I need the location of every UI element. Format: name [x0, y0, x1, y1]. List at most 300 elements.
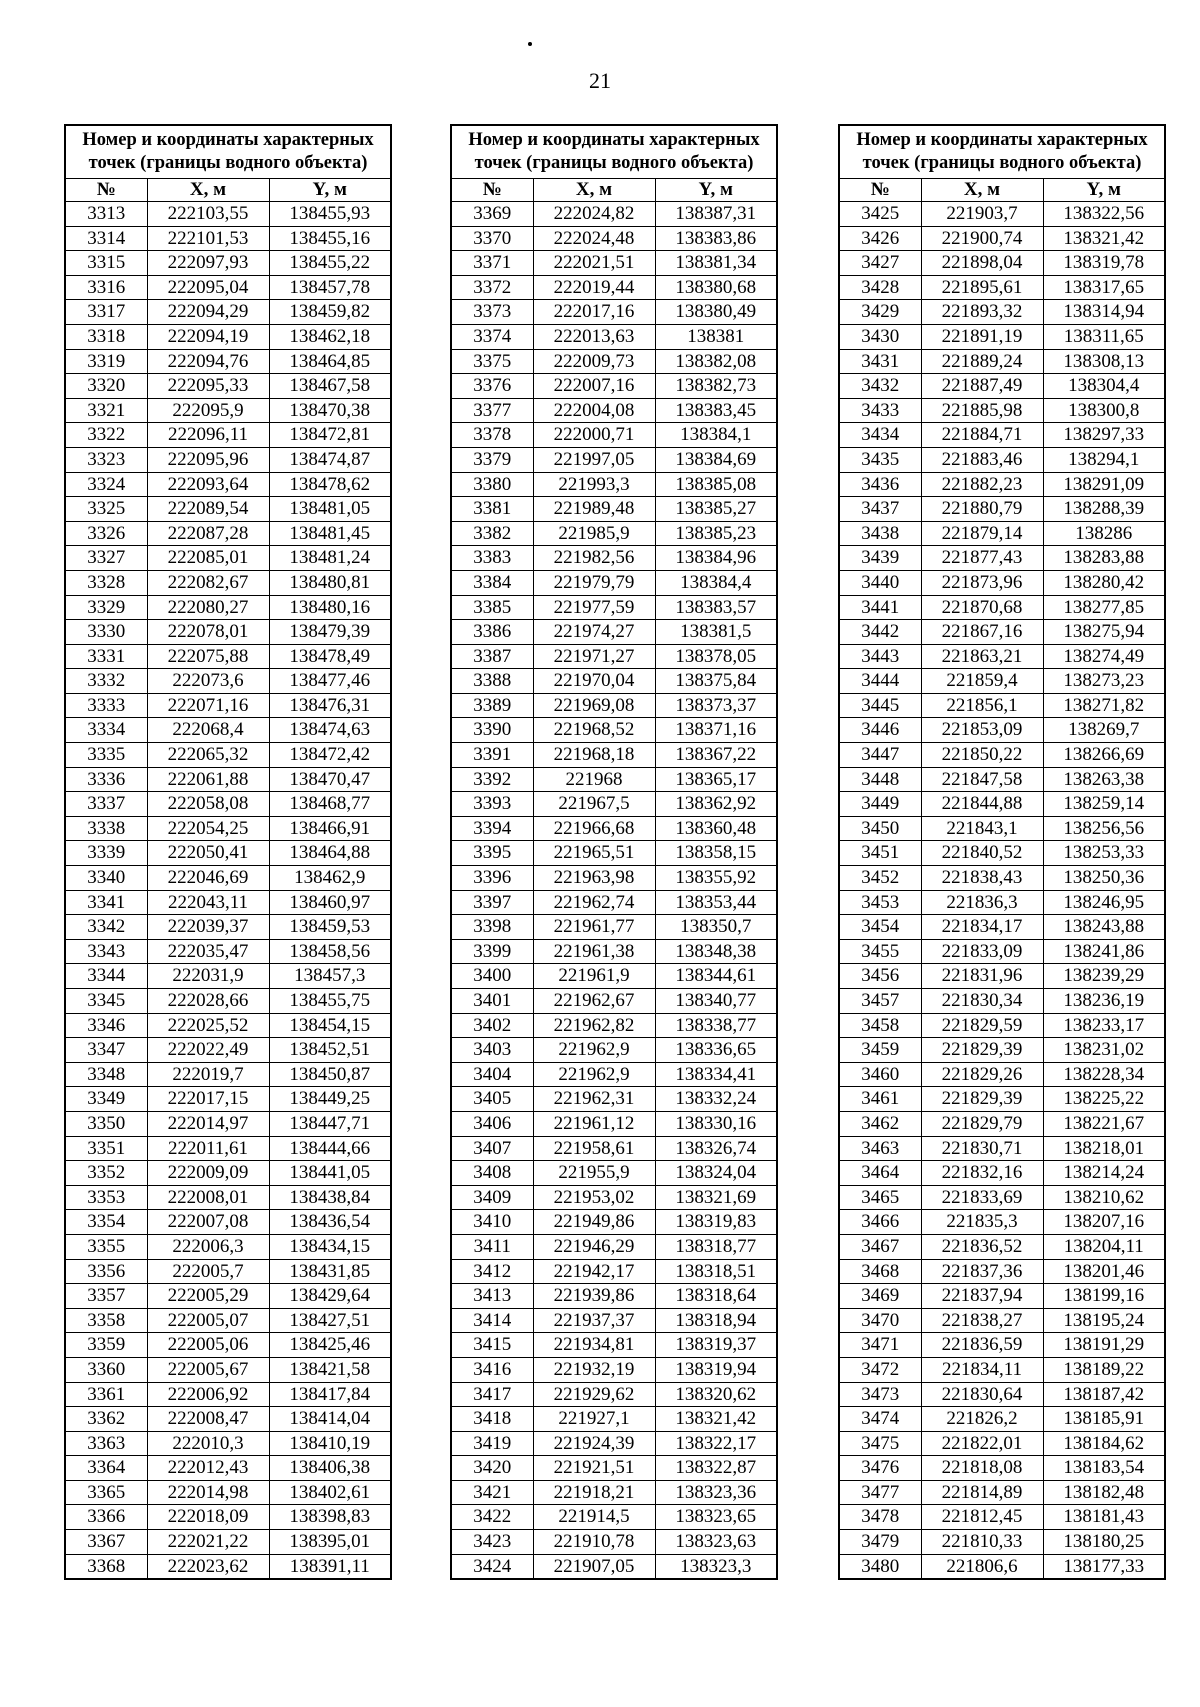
- table-row: [839, 472, 1165, 497]
- y-coordinate-cell: 138470,38: [269, 398, 391, 423]
- point-number-cell: 3460: [839, 1062, 921, 1087]
- x-coordinate-cell: 221850,22: [921, 743, 1043, 768]
- column-header-x: X, м: [147, 179, 269, 202]
- table-row: [839, 546, 1165, 571]
- y-coordinate-cell: 138464,85: [269, 349, 391, 374]
- y-coordinate-cell: 138479,39: [269, 620, 391, 645]
- table-row: [451, 251, 777, 276]
- y-coordinate-cell: 138277,85: [1043, 595, 1165, 620]
- point-number-cell: 3342: [65, 915, 147, 940]
- point-number-cell: 3448: [839, 767, 921, 792]
- table-row: [451, 644, 777, 669]
- point-number-cell: 3316: [65, 275, 147, 300]
- y-coordinate-cell: 138225,22: [1043, 1087, 1165, 1112]
- y-coordinate-cell: 138300,8: [1043, 398, 1165, 423]
- table-title: Номер и координаты характерных точек (границы водного объекта): [451, 125, 777, 179]
- table-row: [65, 374, 391, 399]
- point-number-cell: 3415: [451, 1333, 533, 1358]
- x-coordinate-cell: 222017,16: [533, 300, 655, 325]
- x-coordinate-cell: 221961,9: [533, 964, 655, 989]
- column-header-x: X, м: [921, 179, 1043, 202]
- y-coordinate-cell: 138280,42: [1043, 570, 1165, 595]
- y-coordinate-cell: 138431,85: [269, 1259, 391, 1284]
- table-row: [65, 1259, 391, 1284]
- point-number-cell: 3331: [65, 644, 147, 669]
- x-coordinate-cell: 221961,12: [533, 1111, 655, 1136]
- y-coordinate-cell: 138455,16: [269, 226, 391, 251]
- table-row: [839, 1284, 1165, 1309]
- point-number-cell: 3326: [65, 521, 147, 546]
- x-coordinate-cell: 222004,08: [533, 398, 655, 423]
- point-number-cell: 3390: [451, 718, 533, 743]
- x-coordinate-cell: 221856,1: [921, 693, 1043, 718]
- table-row: [65, 447, 391, 472]
- point-number-cell: 3462: [839, 1111, 921, 1136]
- table-row: [65, 202, 391, 227]
- x-coordinate-cell: 222068,4: [147, 718, 269, 743]
- x-coordinate-cell: 221836,52: [921, 1234, 1043, 1259]
- y-coordinate-cell: 138391,11: [269, 1554, 391, 1579]
- point-number-cell: 3400: [451, 964, 533, 989]
- point-number-cell: 3364: [65, 1456, 147, 1481]
- y-coordinate-cell: 138243,88: [1043, 915, 1165, 940]
- y-coordinate-cell: 138320,62: [655, 1382, 777, 1407]
- point-number-cell: 3338: [65, 816, 147, 841]
- table-row: [839, 841, 1165, 866]
- x-coordinate-cell: 221844,88: [921, 792, 1043, 817]
- y-coordinate-cell: 138317,65: [1043, 275, 1165, 300]
- point-number-cell: 3461: [839, 1087, 921, 1112]
- y-coordinate-cell: 138236,19: [1043, 989, 1165, 1014]
- x-coordinate-cell: 221962,67: [533, 989, 655, 1014]
- table-title: Номер и координаты характерных точек (границы водного объекта): [65, 125, 391, 179]
- x-coordinate-cell: 221833,09: [921, 939, 1043, 964]
- point-number-cell: 3388: [451, 669, 533, 694]
- y-coordinate-cell: 138210,62: [1043, 1185, 1165, 1210]
- point-number-cell: 3392: [451, 767, 533, 792]
- table-row: [839, 398, 1165, 423]
- table-row: [65, 1505, 391, 1530]
- table-row: [451, 1382, 777, 1407]
- y-coordinate-cell: 138481,45: [269, 521, 391, 546]
- table-row: [451, 1530, 777, 1555]
- x-coordinate-cell: 222028,66: [147, 989, 269, 1014]
- y-coordinate-cell: 138467,58: [269, 374, 391, 399]
- table-row: [451, 300, 777, 325]
- table-row: [451, 1234, 777, 1259]
- x-coordinate-cell: 222097,93: [147, 251, 269, 276]
- point-number-cell: 3452: [839, 866, 921, 891]
- y-coordinate-cell: 138371,16: [655, 718, 777, 743]
- point-number-cell: 3378: [451, 423, 533, 448]
- table-row: [65, 251, 391, 276]
- point-number-cell: 3332: [65, 669, 147, 694]
- table-row: [65, 1038, 391, 1063]
- table-row: [65, 866, 391, 891]
- y-coordinate-cell: 138182,48: [1043, 1480, 1165, 1505]
- table-row: [451, 989, 777, 1014]
- y-coordinate-cell: 138231,02: [1043, 1038, 1165, 1063]
- y-coordinate-cell: 138324,04: [655, 1161, 777, 1186]
- table-row: [65, 1382, 391, 1407]
- x-coordinate-cell: 221949,86: [533, 1210, 655, 1235]
- table-row: [65, 546, 391, 571]
- table-row: [65, 1308, 391, 1333]
- y-coordinate-cell: 138271,82: [1043, 693, 1165, 718]
- table-row: [839, 1407, 1165, 1432]
- x-coordinate-cell: 221971,27: [533, 644, 655, 669]
- x-coordinate-cell: 222089,54: [147, 497, 269, 522]
- point-number-cell: 3476: [839, 1456, 921, 1481]
- x-coordinate-cell: 222095,33: [147, 374, 269, 399]
- table-row: [839, 1308, 1165, 1333]
- y-coordinate-cell: 138480,16: [269, 595, 391, 620]
- table-row: [451, 866, 777, 891]
- point-number-cell: 3464: [839, 1161, 921, 1186]
- x-coordinate-cell: 221942,17: [533, 1259, 655, 1284]
- x-coordinate-cell: 221889,24: [921, 349, 1043, 374]
- table-row: [65, 620, 391, 645]
- table-row: [839, 1530, 1165, 1555]
- table-row: [451, 1357, 777, 1382]
- point-number-cell: 3339: [65, 841, 147, 866]
- y-coordinate-cell: 138429,64: [269, 1284, 391, 1309]
- y-coordinate-cell: 138472,42: [269, 743, 391, 768]
- table-row: [839, 1136, 1165, 1161]
- point-number-cell: 3333: [65, 693, 147, 718]
- table-row: [839, 423, 1165, 448]
- point-number-cell: 3370: [451, 226, 533, 251]
- column-header-y: Y, м: [655, 179, 777, 202]
- table-row: [451, 1333, 777, 1358]
- y-coordinate-cell: 138319,94: [655, 1357, 777, 1382]
- x-coordinate-cell: 222065,32: [147, 743, 269, 768]
- x-coordinate-cell: 222085,01: [147, 546, 269, 571]
- table-row: [839, 743, 1165, 768]
- x-coordinate-cell: 222095,04: [147, 275, 269, 300]
- table-row: [451, 1111, 777, 1136]
- table-row: [839, 497, 1165, 522]
- point-number-cell: 3394: [451, 816, 533, 841]
- y-coordinate-cell: 138385,27: [655, 497, 777, 522]
- x-coordinate-cell: 221918,21: [533, 1480, 655, 1505]
- x-coordinate-cell: 222005,29: [147, 1284, 269, 1309]
- x-coordinate-cell: 222093,64: [147, 472, 269, 497]
- y-coordinate-cell: 138462,9: [269, 866, 391, 891]
- point-number-cell: 3324: [65, 472, 147, 497]
- y-coordinate-cell: 138385,08: [655, 472, 777, 497]
- table-row: [451, 472, 777, 497]
- x-coordinate-cell: 221883,46: [921, 447, 1043, 472]
- point-number-cell: 3395: [451, 841, 533, 866]
- table-title: Номер и координаты характерных точек (границы водного объекта): [839, 125, 1165, 179]
- table-row: [839, 1087, 1165, 1112]
- point-number-cell: 3422: [451, 1505, 533, 1530]
- x-coordinate-cell: 221840,52: [921, 841, 1043, 866]
- point-number-cell: 3321: [65, 398, 147, 423]
- point-number-cell: 3441: [839, 595, 921, 620]
- table-row: [839, 595, 1165, 620]
- point-number-cell: 3345: [65, 989, 147, 1014]
- table-row: [839, 1111, 1165, 1136]
- point-number-cell: 3340: [65, 866, 147, 891]
- x-coordinate-cell: 221979,79: [533, 570, 655, 595]
- y-coordinate-cell: 138181,43: [1043, 1505, 1165, 1530]
- y-coordinate-cell: 138476,31: [269, 693, 391, 718]
- table-row: [839, 669, 1165, 694]
- y-coordinate-cell: 138477,46: [269, 669, 391, 694]
- x-coordinate-cell: 221968: [533, 767, 655, 792]
- x-coordinate-cell: 222000,71: [533, 423, 655, 448]
- point-number-cell: 3434: [839, 423, 921, 448]
- x-coordinate-cell: 222005,7: [147, 1259, 269, 1284]
- x-coordinate-cell: 221985,9: [533, 521, 655, 546]
- x-coordinate-cell: 221838,43: [921, 866, 1043, 891]
- table-row: [451, 1505, 777, 1530]
- y-coordinate-cell: 138381,34: [655, 251, 777, 276]
- x-coordinate-cell: 222096,11: [147, 423, 269, 448]
- y-coordinate-cell: 138177,33: [1043, 1554, 1165, 1579]
- point-number-cell: 3466: [839, 1210, 921, 1235]
- x-coordinate-cell: 221887,49: [921, 374, 1043, 399]
- table-row: [65, 423, 391, 448]
- table-row: [65, 300, 391, 325]
- x-coordinate-cell: 222101,53: [147, 226, 269, 251]
- table-row: [451, 374, 777, 399]
- point-number-cell: 3467: [839, 1234, 921, 1259]
- point-number-cell: 3337: [65, 792, 147, 817]
- point-number-cell: 3477: [839, 1480, 921, 1505]
- y-coordinate-cell: 138353,44: [655, 890, 777, 915]
- y-coordinate-cell: 138322,17: [655, 1431, 777, 1456]
- y-coordinate-cell: 138478,49: [269, 644, 391, 669]
- table-row: [65, 1087, 391, 1112]
- table-row: [839, 1062, 1165, 1087]
- x-coordinate-cell: 222039,37: [147, 915, 269, 940]
- table-row: [451, 939, 777, 964]
- x-coordinate-cell: 221836,59: [921, 1333, 1043, 1358]
- y-coordinate-cell: 138421,58: [269, 1357, 391, 1382]
- table-row: [451, 964, 777, 989]
- point-number-cell: 3396: [451, 866, 533, 891]
- table-row: [65, 570, 391, 595]
- point-number-cell: 3347: [65, 1038, 147, 1063]
- y-coordinate-cell: 138457,3: [269, 964, 391, 989]
- point-number-cell: 3404: [451, 1062, 533, 1087]
- y-coordinate-cell: 138183,54: [1043, 1456, 1165, 1481]
- x-coordinate-cell: 221879,14: [921, 521, 1043, 546]
- x-coordinate-cell: 222054,25: [147, 816, 269, 841]
- point-number-cell: 3437: [839, 497, 921, 522]
- x-coordinate-cell: 221966,68: [533, 816, 655, 841]
- y-coordinate-cell: 138375,84: [655, 669, 777, 694]
- x-coordinate-cell: 222011,61: [147, 1136, 269, 1161]
- point-number-cell: 3480: [839, 1554, 921, 1579]
- x-coordinate-cell: 222009,09: [147, 1161, 269, 1186]
- stray-dot: [528, 42, 532, 46]
- x-coordinate-cell: 221834,17: [921, 915, 1043, 940]
- x-coordinate-cell: 222031,9: [147, 964, 269, 989]
- y-coordinate-cell: 138383,45: [655, 398, 777, 423]
- table-row: [65, 1234, 391, 1259]
- table-row: [65, 890, 391, 915]
- table-row: [65, 1111, 391, 1136]
- y-coordinate-cell: 138318,64: [655, 1284, 777, 1309]
- table-row: [451, 718, 777, 743]
- table-row: [451, 1554, 777, 1579]
- point-number-cell: 3335: [65, 743, 147, 768]
- table-row: [839, 767, 1165, 792]
- y-coordinate-cell: 138250,36: [1043, 866, 1165, 891]
- table-row: [451, 890, 777, 915]
- x-coordinate-cell: 221962,9: [533, 1038, 655, 1063]
- point-number-cell: 3465: [839, 1185, 921, 1210]
- point-number-cell: 3402: [451, 1013, 533, 1038]
- table-row: [839, 1259, 1165, 1284]
- x-coordinate-cell: 221962,9: [533, 1062, 655, 1087]
- x-coordinate-cell: 222087,28: [147, 521, 269, 546]
- y-coordinate-cell: 138362,92: [655, 792, 777, 817]
- y-coordinate-cell: 138195,24: [1043, 1308, 1165, 1333]
- table-row: [839, 1013, 1165, 1038]
- x-coordinate-cell: 221969,08: [533, 693, 655, 718]
- x-coordinate-cell: 221900,74: [921, 226, 1043, 251]
- y-coordinate-cell: 138332,24: [655, 1087, 777, 1112]
- x-coordinate-cell: 222103,55: [147, 202, 269, 227]
- x-coordinate-cell: 222094,29: [147, 300, 269, 325]
- table-row: [65, 595, 391, 620]
- x-coordinate-cell: 222013,63: [533, 324, 655, 349]
- table-row: [451, 595, 777, 620]
- column-header-number: №: [65, 179, 147, 202]
- x-coordinate-cell: 222014,98: [147, 1480, 269, 1505]
- point-number-cell: 3360: [65, 1357, 147, 1382]
- x-coordinate-cell: 221934,81: [533, 1333, 655, 1358]
- x-coordinate-cell: 221831,96: [921, 964, 1043, 989]
- x-coordinate-cell: 221997,05: [533, 447, 655, 472]
- y-coordinate-cell: 138410,19: [269, 1431, 391, 1456]
- point-number-cell: 3426: [839, 226, 921, 251]
- y-coordinate-cell: 138384,69: [655, 447, 777, 472]
- x-coordinate-cell: 221847,58: [921, 767, 1043, 792]
- y-coordinate-cell: 138340,77: [655, 989, 777, 1014]
- table-row: [65, 964, 391, 989]
- table-row: [65, 989, 391, 1014]
- y-coordinate-cell: 138308,13: [1043, 349, 1165, 374]
- point-number-cell: 3387: [451, 644, 533, 669]
- table-row: [839, 324, 1165, 349]
- y-coordinate-cell: 138455,93: [269, 202, 391, 227]
- x-coordinate-cell: 222073,6: [147, 669, 269, 694]
- point-number-cell: 3449: [839, 792, 921, 817]
- y-coordinate-cell: 138187,42: [1043, 1382, 1165, 1407]
- table-row: [65, 1284, 391, 1309]
- x-coordinate-cell: 221893,32: [921, 300, 1043, 325]
- table-row: [451, 1136, 777, 1161]
- table-row: [839, 792, 1165, 817]
- point-number-cell: 3413: [451, 1284, 533, 1309]
- table-row: [839, 1382, 1165, 1407]
- x-coordinate-cell: 221953,02: [533, 1185, 655, 1210]
- y-coordinate-cell: 138275,94: [1043, 620, 1165, 645]
- x-coordinate-cell: 222094,19: [147, 324, 269, 349]
- x-coordinate-cell: 221836,3: [921, 890, 1043, 915]
- table-row: [839, 1333, 1165, 1358]
- point-number-cell: 3447: [839, 743, 921, 768]
- y-coordinate-cell: 138207,16: [1043, 1210, 1165, 1235]
- point-number-cell: 3383: [451, 546, 533, 571]
- point-number-cell: 3443: [839, 644, 921, 669]
- y-coordinate-cell: 138199,16: [1043, 1284, 1165, 1309]
- x-coordinate-cell: 222023,62: [147, 1554, 269, 1579]
- y-coordinate-cell: 138455,75: [269, 989, 391, 1014]
- point-number-cell: 3425: [839, 202, 921, 227]
- y-coordinate-cell: 138360,48: [655, 816, 777, 841]
- table-row: [451, 915, 777, 940]
- column-header-y: Y, м: [1043, 179, 1165, 202]
- y-coordinate-cell: 138304,4: [1043, 374, 1165, 399]
- table-row: [839, 521, 1165, 546]
- y-coordinate-cell: 138464,88: [269, 841, 391, 866]
- y-coordinate-cell: 138449,25: [269, 1087, 391, 1112]
- point-number-cell: 3468: [839, 1259, 921, 1284]
- y-coordinate-cell: 138365,17: [655, 767, 777, 792]
- y-coordinate-cell: 138336,65: [655, 1038, 777, 1063]
- page-number: 21: [589, 68, 611, 93]
- table-row: [65, 1431, 391, 1456]
- point-number-cell: 3479: [839, 1530, 921, 1555]
- x-coordinate-cell: 221837,94: [921, 1284, 1043, 1309]
- x-coordinate-cell: 221835,3: [921, 1210, 1043, 1235]
- y-coordinate-cell: 138319,83: [655, 1210, 777, 1235]
- point-number-cell: 3412: [451, 1259, 533, 1284]
- y-coordinate-cell: 138481,24: [269, 546, 391, 571]
- x-coordinate-cell: 222024,82: [533, 202, 655, 227]
- table-row: [839, 251, 1165, 276]
- y-coordinate-cell: 138384,1: [655, 423, 777, 448]
- y-coordinate-cell: 138444,66: [269, 1136, 391, 1161]
- x-coordinate-cell: 221962,31: [533, 1087, 655, 1112]
- point-number-cell: 3322: [65, 423, 147, 448]
- x-coordinate-cell: 222043,11: [147, 890, 269, 915]
- point-number-cell: 3369: [451, 202, 533, 227]
- table-row: [451, 620, 777, 645]
- x-coordinate-cell: 221838,27: [921, 1308, 1043, 1333]
- x-coordinate-cell: 221832,16: [921, 1161, 1043, 1186]
- y-coordinate-cell: 138323,63: [655, 1530, 777, 1555]
- point-number-cell: 3323: [65, 447, 147, 472]
- y-coordinate-cell: 138318,51: [655, 1259, 777, 1284]
- table-row: [839, 1456, 1165, 1481]
- table-row: [451, 1407, 777, 1432]
- y-coordinate-cell: 138241,86: [1043, 939, 1165, 964]
- x-coordinate-cell: 222046,69: [147, 866, 269, 891]
- table-row: [65, 1554, 391, 1579]
- point-number-cell: 3463: [839, 1136, 921, 1161]
- x-coordinate-cell: 221903,7: [921, 202, 1043, 227]
- x-coordinate-cell: 221829,26: [921, 1062, 1043, 1087]
- x-coordinate-cell: 221929,62: [533, 1382, 655, 1407]
- point-number-cell: 3478: [839, 1505, 921, 1530]
- x-coordinate-cell: 221826,2: [921, 1407, 1043, 1432]
- table-row: [65, 1185, 391, 1210]
- y-coordinate-cell: 138387,31: [655, 202, 777, 227]
- table-row: [65, 1161, 391, 1186]
- table-row: [65, 1210, 391, 1235]
- table-row: [65, 275, 391, 300]
- point-number-cell: 3421: [451, 1480, 533, 1505]
- y-coordinate-cell: 138323,36: [655, 1480, 777, 1505]
